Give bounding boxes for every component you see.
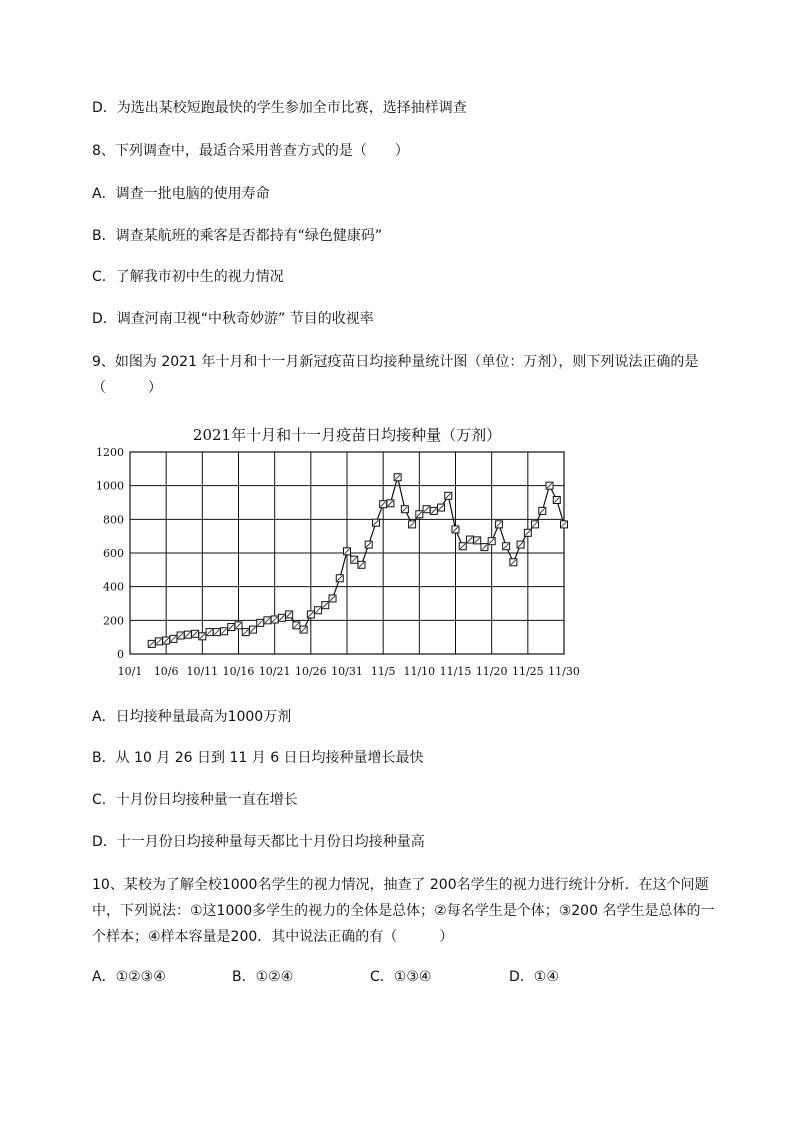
q8-option-c: C．了解我市初中生的视力情况	[92, 269, 284, 285]
x-tick-label: 10/21	[258, 665, 291, 678]
q8-stem: 8、下列调查中，最适合采用普查方式的是（ ）	[92, 143, 409, 159]
y-tick-label: 0	[117, 648, 124, 661]
q10-option-b: B．①②④	[232, 969, 294, 985]
x-tick-label: 10/26	[294, 665, 327, 678]
q10-option-d: D．①④	[509, 969, 559, 985]
q9-option-c: C．十月份日均接种量一直在增长	[92, 792, 298, 808]
q8-option-a: A．调查一批电脑的使用寿命	[92, 186, 270, 202]
x-tick-label: 11/15	[439, 665, 472, 678]
q9-stem: 9、如图为 2021 年十月和十一月新冠疫苗日均接种量统计图（单位：万剂），则下列说法正确的是（ ）	[92, 354, 699, 396]
q10-stem: 10、某校为了解全校1000名学生的视力情况，抽查了 200名学生的视力进行统计分析．在这个问题中，下列说法：①这1000多学生的视力的全体是总体；②每名学生是个体；③200 名学生是总体的一个样本；④样本容量是200．其中说法正确的有（ ）	[92, 877, 715, 945]
y-tick-label: 1000	[96, 479, 124, 493]
x-tick-label: 10/31	[331, 665, 363, 678]
chart-series	[148, 474, 567, 648]
q9-option-a: A．日均接种量最高为1000万剂	[92, 709, 292, 725]
x-tick-label: 10/11	[186, 665, 219, 678]
x-tick-label: 11/20	[475, 665, 508, 678]
y-tick-label: 200	[103, 614, 124, 628]
x-tick-label: 11/5	[370, 665, 396, 678]
y-tick-label: 400	[103, 580, 124, 594]
q7-option-d: D．为选出某校短跑最快的学生参加全市比赛，选择抽样调查	[92, 100, 467, 116]
vaccination-line-chart	[92, 418, 592, 686]
x-tick-label: 11/25	[511, 665, 544, 678]
x-tick-label: 11/30	[548, 665, 580, 678]
y-tick-label: 1200	[96, 446, 124, 459]
y-tick-label: 800	[103, 513, 124, 527]
q10-option-c: C．①③④	[370, 969, 432, 985]
x-tick-label: 10/1	[117, 665, 143, 678]
x-tick-label: 10/16	[222, 665, 255, 678]
chart-title: 2021年十月和十一月疫苗日均接种量（万剂）	[192, 426, 502, 444]
y-tick-label: 600	[103, 547, 124, 560]
q10-option-a: A．①②③④	[92, 969, 166, 985]
x-tick-label: 11/10	[403, 665, 436, 678]
q8-option-d: D．调查河南卫视“中秋奇妙游” 节目的收视率	[92, 311, 374, 327]
q10-options	[92, 966, 712, 990]
x-tick-label: 10/6	[153, 665, 179, 678]
q8-option-b: B．调查某航班的乘客是否都持有“绿色健康码”	[92, 228, 383, 244]
q9-option-b: B．从 10 月 26 日到 11 月 6 日日均接种量增长最快	[92, 750, 424, 766]
q9-option-d: D．十一月份日均接种量每天都比十月份日均接种量高	[92, 834, 425, 850]
